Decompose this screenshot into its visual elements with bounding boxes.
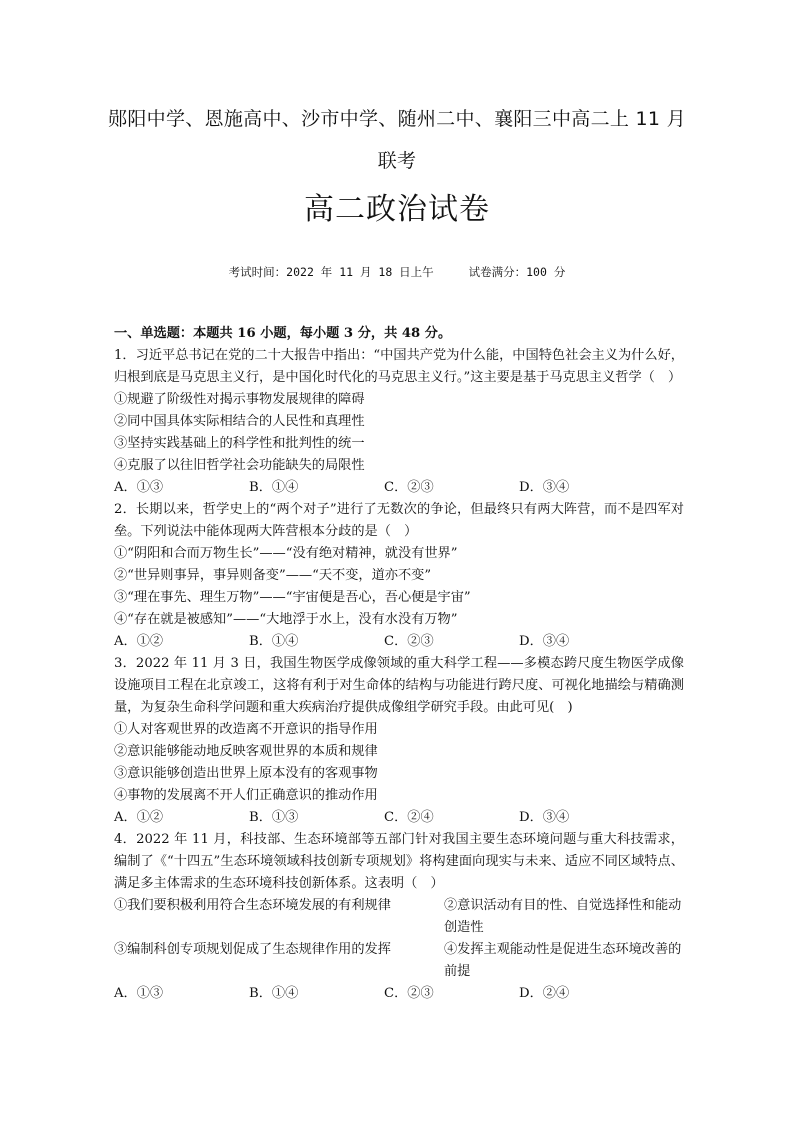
header-schools: 郧阳中学、恩施高中、沙市中学、随州二中、襄阳三中高二上 11 月 xyxy=(108,108,686,130)
answer-choices xyxy=(114,631,684,653)
choice-c: C．②③ xyxy=(384,634,434,649)
option-item: ④事物的发展离不开人们正确意识的推动作用 xyxy=(114,788,378,803)
option-item: ①人对客观世界的改造离不开意识的指导作用 xyxy=(114,722,378,737)
option-item: ②同中国具体实际相结合的人民性和真理性 xyxy=(114,414,365,429)
choice-d: D．③④ xyxy=(519,810,570,825)
choice-d: D．②④ xyxy=(519,986,570,1001)
question-stem: 1．习近平总书记在党的二十大报告中指出：“中国共产党为什么能，中国特色社会主义为什么好，归根到底是马克思主义行，是中国化时代化的马克思主义行。”这主要是基于马克思主义哲学（ ） xyxy=(114,348,684,385)
answer-choices xyxy=(114,983,684,1005)
page-title: 高二政治试卷 xyxy=(304,192,490,227)
option-item: ③编制科创专项规划促成了生态规律作用的发挥 xyxy=(114,942,391,957)
question-stem: 4．2022 年 11 月，科技部、生态环境部等五部门针对我国主要生态环境问题与重大科技需求，编制了《“十四五”生态环境领域科技创新专项规划》将构建面向现实与未来、适应不同区域特点、满足多主体需求的生态环境科技创新体系。这表明（ ） xyxy=(114,832,684,891)
question-3 xyxy=(114,653,684,829)
answer-choices xyxy=(114,807,684,829)
exam-meta xyxy=(0,264,794,280)
choice-d: D．③④ xyxy=(519,480,570,495)
choice-a: A．①② xyxy=(114,810,164,825)
option-item: ①我们要积极利用符合生态环境发展的有利规律 xyxy=(114,898,391,913)
choice-a: A．①③ xyxy=(114,480,164,495)
option-item: ③坚持实践基础上的科学性和批判性的统一 xyxy=(114,436,365,451)
option-row xyxy=(114,895,684,939)
question-stem: 2．长期以来，哲学史上的“两个对子”进行了无数次的争论，但最终只有两大阵营，而不是四军对垒。下列说法中能体现两大阵营根本分歧的是（ ） xyxy=(114,502,684,539)
question-stem: 3．2022 年 11 月 3 日，我国生物医学成像领域的重大科学工程——多模态跨尺度生物医学成像设施项目工程在北京竣工，这将有利于对生命体的结构与功能进行跨尺度、可视化地描绘与精确测量，为复杂生命科学问题和重大疾病治疗提供成像组学研究手段。由此可见( ) xyxy=(114,656,684,715)
option-item: ②“世异则事异，事异则备变”——“天不变，道亦不变” xyxy=(114,568,432,583)
choice-b: B．①④ xyxy=(249,480,299,495)
option-item: ③“理在事先、理生万物”——“宇宙便是吾心，吾心便是宇宙” xyxy=(114,590,471,605)
choice-c: C．②③ xyxy=(384,480,434,495)
option-item: ④“存在就是被感知”——“大地浮于水上，没有水没有万物” xyxy=(114,612,458,627)
header-joint-exam: 联考 xyxy=(377,150,417,172)
question-2 xyxy=(114,499,684,653)
question-1 xyxy=(114,345,684,499)
option-item: ④克服了以往旧哲学社会功能缺失的局限性 xyxy=(114,458,365,473)
choice-b: B．①④ xyxy=(249,986,299,1001)
choice-b: B．①③ xyxy=(249,810,299,825)
exam-time: 考试时间：2022 年 11 月 18 日上午 xyxy=(228,265,434,279)
question-area xyxy=(114,323,684,1005)
option-item: ③意识能够创造出世界上原本没有的客观事物 xyxy=(114,766,378,781)
option-row xyxy=(114,939,684,983)
choice-d: D．③④ xyxy=(519,634,570,649)
choice-a: A．①③ xyxy=(114,986,164,1001)
option-item: ②意识能够能动地反映客观世界的本质和规律 xyxy=(114,744,378,759)
option-item: ①“阴阳和合而万物生长”——“没有绝对精神，就没有世界” xyxy=(114,546,458,561)
option-item: ①规避了阶级性对揭示事物发展规律的障碍 xyxy=(114,392,365,407)
choice-a: A．①② xyxy=(114,634,164,649)
option-item: ④发挥主观能动性是促进生态环境改善的前提 xyxy=(444,942,682,979)
full-score: 试卷满分：100 分 xyxy=(468,265,566,279)
choice-b: B．①④ xyxy=(249,634,299,649)
section-title: 一、单选题：本题共 16 小题，每小题 3 分，共 48 分。 xyxy=(114,326,452,341)
choice-c: C．②④ xyxy=(384,810,434,825)
option-item: ②意识活动有目的性、自觉选择性和能动创造性 xyxy=(444,898,682,935)
answer-choices xyxy=(114,477,684,499)
question-4 xyxy=(114,829,684,1005)
choice-c: C．②③ xyxy=(384,986,434,1001)
